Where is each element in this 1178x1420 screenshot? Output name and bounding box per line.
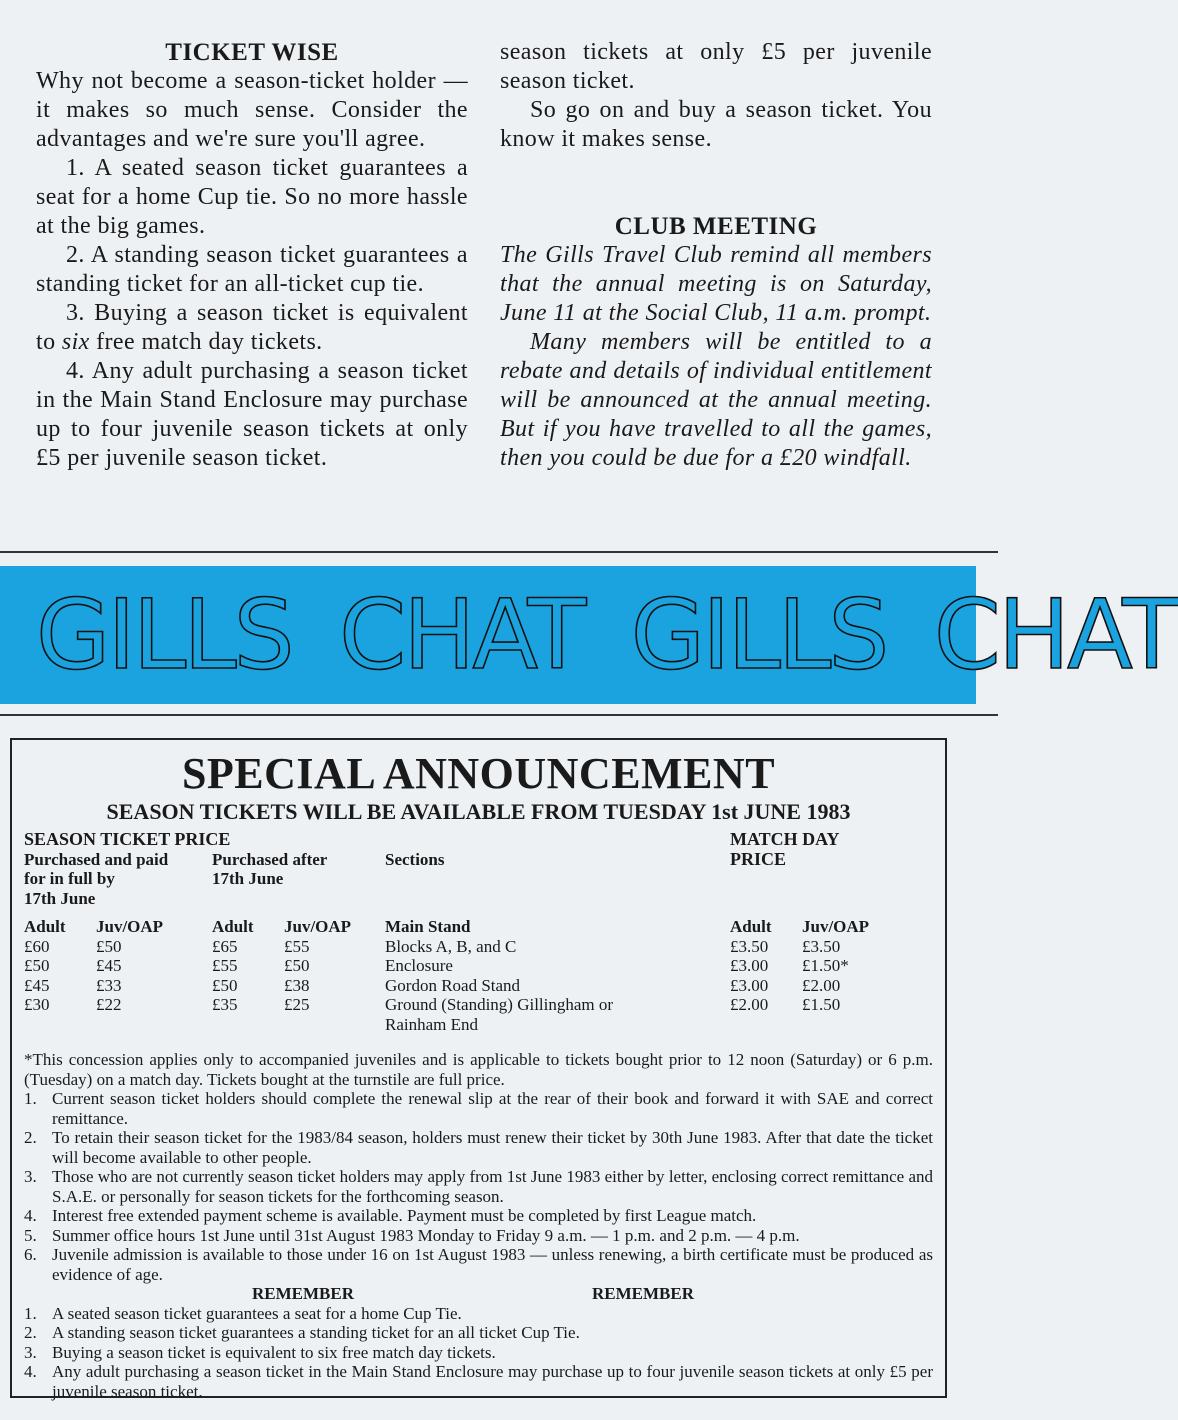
list-item xyxy=(24,1128,933,1167)
note-number: 1. xyxy=(24,1089,37,1108)
row-1-juv-after: £55 xyxy=(284,936,310,956)
row-2-juv: £45 xyxy=(96,956,122,975)
concession-note: *This concession applies only to accompanied juveniles and is applicable to tickets bought prior to 12 noon (Saturday) or 6 p.m. (Tuesday) on a match day. Tickets bought at the turnstile are full price. xyxy=(24,1050,933,1089)
remember-number: 3. xyxy=(24,1342,37,1362)
row-3-adult-after: £50 xyxy=(212,975,238,995)
row-3-juv-after: £38 xyxy=(284,975,310,995)
row-1-adult-after: £65 xyxy=(212,936,238,956)
row-4-adult: £30 xyxy=(24,995,50,1014)
remember-number: 1. xyxy=(24,1303,37,1323)
adult-header-2: Adult xyxy=(212,917,254,936)
row-1-match-juv: £3.50 xyxy=(802,936,841,956)
row-1-section: Blocks A, B, and C xyxy=(385,936,517,956)
club-meeting-heading: CLUB MEETING xyxy=(614,213,818,240)
ticket-wise-point-4-continued: season tickets at only £5 per juvenile season ticket. xyxy=(500,39,932,94)
col-header-paid-2: for in full by xyxy=(24,869,115,888)
divider-bottom xyxy=(0,714,998,716)
list-item xyxy=(24,1167,933,1206)
row-4-match-adult: £2.00 xyxy=(730,995,769,1014)
col-header-after-2: 17th June xyxy=(212,869,284,888)
note-text: Juvenile admission is available to those under 16 on 1st August 1983 — unless renewing, a birth certificate must be produced as evidence of age. xyxy=(52,1245,933,1284)
row-4-juv-after: £25 xyxy=(284,995,310,1014)
note-text: Those who are not currently season ticket holders may apply from 1st June 1983 either by letter, enclosing correct remittance and S.A.E. or personally for season tickets for the forthcoming season. xyxy=(52,1167,933,1206)
row-2-juv-after: £50 xyxy=(284,956,310,975)
ticket-wise-intro: Why not become a season-ticket holder — it makes so much sense. Consider the advantages and we're sure you'll agree. xyxy=(36,68,468,152)
row-1-match-adult: £3.50 xyxy=(730,936,769,956)
point-3-text-end: free match day tickets. xyxy=(89,329,323,355)
juv-header-3: Juv/OAP xyxy=(802,917,870,936)
adult-header-3: Adult xyxy=(730,917,772,936)
ticket-wise-heading: TICKET WISE xyxy=(165,39,339,66)
announcement-title: SPECIAL ANNOUNCEMENT xyxy=(181,749,776,798)
adult-header-1: Adult xyxy=(24,917,66,936)
col-header-sections: Sections xyxy=(385,849,445,869)
list-item xyxy=(24,1343,933,1363)
remember-text: Any adult purchasing a season ticket in the Main Stand Enclosure may purchase up to four juvenile season tickets at only £5 per juvenile season ticket. xyxy=(52,1362,933,1401)
ticket-wise-point-4: 4. Any adult purchasing a season ticket in the Main Stand Enclosure may purchase up to four juvenile season tickets at only £5 per juvenile season ticket. xyxy=(36,358,468,471)
row-4-adult-after: £35 xyxy=(212,995,238,1014)
note-text: Interest free extended payment scheme is available. Payment must be completed by first League match. xyxy=(52,1206,757,1225)
divider-top xyxy=(0,551,998,553)
row-4-match-juv: £1.50 xyxy=(802,995,841,1014)
ticket-wise-article xyxy=(36,38,468,471)
note-number: 2. xyxy=(24,1128,37,1147)
match-day-label: MATCH DAY xyxy=(730,829,840,849)
remember-text: A seated season ticket guarantees a seat for a home Cup Tie. xyxy=(52,1303,462,1323)
col-header-paid-3: 17th June xyxy=(24,888,96,908)
right-column xyxy=(500,38,932,473)
list-item xyxy=(24,1245,933,1284)
ticket-wise-point-1: 1. A seated season ticket guarantees a seat for a home Cup tie. So no more hassle at the big games. xyxy=(36,155,468,239)
row-3-section: Gordon Road Stand xyxy=(385,975,521,995)
row-2-match-juv: £1.50* xyxy=(802,956,849,975)
remember-heading-right: REMEMBER xyxy=(592,1284,694,1303)
list-item xyxy=(24,1226,933,1246)
main-stand-header: Main Stand xyxy=(385,917,471,936)
row-3-match-adult: £3.00 xyxy=(730,975,769,995)
row-2-adult-after: £55 xyxy=(212,956,238,975)
list-item xyxy=(24,1089,933,1128)
season-price-label: SEASON TICKET PRICE xyxy=(24,829,231,849)
remember-number: 4. xyxy=(24,1362,37,1381)
note-text: Current season ticket holders should complete the renewal slip at the rear of their book and forward it with SAE and correct remittance. xyxy=(52,1089,933,1128)
note-text: Summer office hours 1st June until 31st August 1983 Monday to Friday 9 a.m. — 1 p.m. and 2 p.m. — 4 p.m. xyxy=(52,1225,800,1245)
gills-chat-banner xyxy=(0,566,1178,704)
row-4-section-cont: Rainham End xyxy=(385,1014,479,1034)
list-item xyxy=(24,1304,933,1324)
row-2-adult: £50 xyxy=(24,956,50,975)
remember-text: Buying a season ticket is equivalent to six free match day tickets. xyxy=(52,1342,496,1362)
special-announcement-box xyxy=(10,738,947,1401)
juv-header-2: Juv/OAP xyxy=(284,917,352,936)
match-day-label-2: PRICE xyxy=(730,848,787,869)
remember-list xyxy=(24,1304,933,1402)
club-meeting-paragraph-2: Many members will be entitled to a rebate and details of individual entitlement will be announced at the annual meeting. But if you have travelled to all the games, then you could be due for a £20 windfall. xyxy=(500,329,932,471)
remember-heading-row xyxy=(24,1284,933,1304)
row-4-section: Ground (Standing) Gillingham or xyxy=(385,995,614,1014)
banner-title: GILLS CHAT GILLS CHAT xyxy=(36,579,1178,691)
col-header-paid: Purchased and paid xyxy=(24,849,169,869)
note-number: 4. xyxy=(24,1206,37,1225)
list-item xyxy=(24,1362,933,1401)
row-1-adult: £60 xyxy=(24,936,50,956)
row-2-match-adult: £3.00 xyxy=(730,956,769,975)
note-number: 3. xyxy=(24,1167,37,1186)
remember-text: A standing season ticket guarantees a standing ticket for an all ticket Cup Tie. xyxy=(52,1323,580,1342)
list-item xyxy=(24,1206,933,1226)
announcement-subtitle: SEASON TICKETS WILL BE AVAILABLE FROM TUESDAY 1st JUNE 1983 xyxy=(106,799,851,824)
row-2-section: Enclosure xyxy=(385,956,453,975)
ticket-wise-point-2: 2. A standing season ticket guarantees a standing ticket for an all-ticket cup tie. xyxy=(36,242,468,297)
club-meeting-paragraph-1: The Gills Travel Club remind all members that the annual meeting is on Saturday, June 11 at the Social Club, 11 a.m. prompt. xyxy=(500,242,932,326)
point-3-text: 3. Buying a season ticket is equivalent to xyxy=(36,300,468,355)
row-3-adult: £45 xyxy=(24,975,50,995)
note-text: To retain their season ticket for the 1983/84 season, holders must renew their ticket by 30th June 1983. After that date the ticket will become available to other people. xyxy=(52,1128,933,1167)
remember-number: 2. xyxy=(24,1323,37,1342)
juv-header-1: Juv/OAP xyxy=(96,917,164,936)
list-item xyxy=(24,1323,933,1343)
remember-heading-left: REMEMBER xyxy=(252,1284,354,1303)
row-3-juv: £33 xyxy=(96,975,122,995)
row-1-juv: £50 xyxy=(96,936,122,956)
row-3-match-juv: £2.00 xyxy=(802,975,841,995)
note-number: 6. xyxy=(24,1245,37,1264)
row-4-juv: £22 xyxy=(96,995,122,1014)
ticket-wise-closing: So go on and buy a season ticket. You know it makes sense. xyxy=(500,97,932,152)
point-3-emphasis: six xyxy=(61,329,90,355)
ticket-wise-point-3 xyxy=(36,299,468,357)
col-header-after: Purchased after xyxy=(212,849,328,869)
notes-list xyxy=(24,1089,933,1284)
note-number: 5. xyxy=(24,1225,37,1245)
